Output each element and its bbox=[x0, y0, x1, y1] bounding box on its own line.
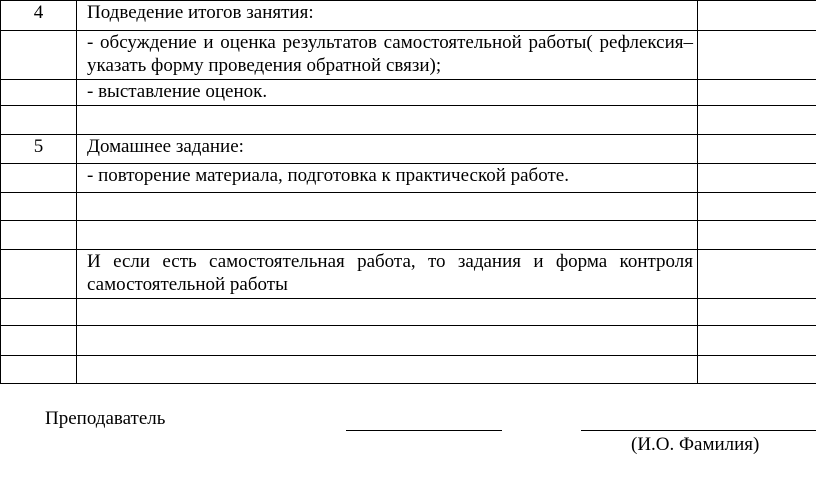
row-number bbox=[1, 193, 77, 221]
row-text: - обсуждение и оценка результатов самостоятельной работы( рефлексия– указать форму проведения обратной связи); bbox=[77, 31, 698, 80]
row-number bbox=[1, 250, 77, 299]
name-caption: (И.О. Фамилия) bbox=[631, 434, 760, 455]
table-row bbox=[1, 193, 816, 221]
row-text bbox=[77, 299, 698, 326]
table-row bbox=[1, 31, 816, 80]
table-row bbox=[1, 250, 816, 299]
row-text bbox=[77, 221, 698, 250]
row-extra-cell bbox=[698, 193, 816, 221]
table-row bbox=[1, 299, 816, 326]
row-number: 4 bbox=[1, 1, 77, 31]
row-extra-cell bbox=[698, 135, 816, 164]
table-row bbox=[1, 80, 816, 106]
row-text: - повторение материала, подготовка к практической работе. bbox=[77, 164, 698, 193]
table-row bbox=[1, 1, 816, 31]
table-row bbox=[1, 135, 816, 164]
row-extra-cell bbox=[698, 299, 816, 326]
row-extra-cell bbox=[698, 80, 816, 106]
row-number bbox=[1, 164, 77, 193]
row-extra-cell bbox=[698, 31, 816, 80]
row-text: Домашнее задание: bbox=[77, 135, 698, 164]
row-extra-cell bbox=[698, 221, 816, 250]
row-extra-cell bbox=[698, 164, 816, 193]
table-row bbox=[1, 106, 816, 135]
row-number bbox=[1, 106, 77, 135]
row-number bbox=[1, 356, 77, 384]
name-line bbox=[581, 430, 816, 431]
table-row bbox=[1, 326, 816, 356]
row-number bbox=[1, 326, 77, 356]
row-text: И если есть самостоятельная работа, то задания и форма контроля самостоятельной работы bbox=[77, 250, 698, 299]
table-row bbox=[1, 356, 816, 384]
row-text bbox=[77, 193, 698, 221]
row-number bbox=[1, 31, 77, 80]
row-text bbox=[77, 356, 698, 384]
row-text bbox=[77, 106, 698, 135]
row-number bbox=[1, 80, 77, 106]
row-extra-cell bbox=[698, 356, 816, 384]
row-extra-cell bbox=[698, 326, 816, 356]
row-text bbox=[77, 326, 698, 356]
table-row bbox=[1, 221, 816, 250]
row-text: Подведение итогов занятия: bbox=[77, 1, 698, 31]
row-text: - выставление оценок. bbox=[77, 80, 698, 106]
row-extra-cell bbox=[698, 106, 816, 135]
teacher-label: Преподаватель bbox=[45, 408, 166, 429]
row-extra-cell bbox=[698, 250, 816, 299]
table-row bbox=[1, 164, 816, 193]
row-number bbox=[1, 299, 77, 326]
signature-line bbox=[346, 430, 502, 431]
row-number: 5 bbox=[1, 135, 77, 164]
row-number bbox=[1, 221, 77, 250]
row-extra-cell bbox=[698, 1, 816, 31]
